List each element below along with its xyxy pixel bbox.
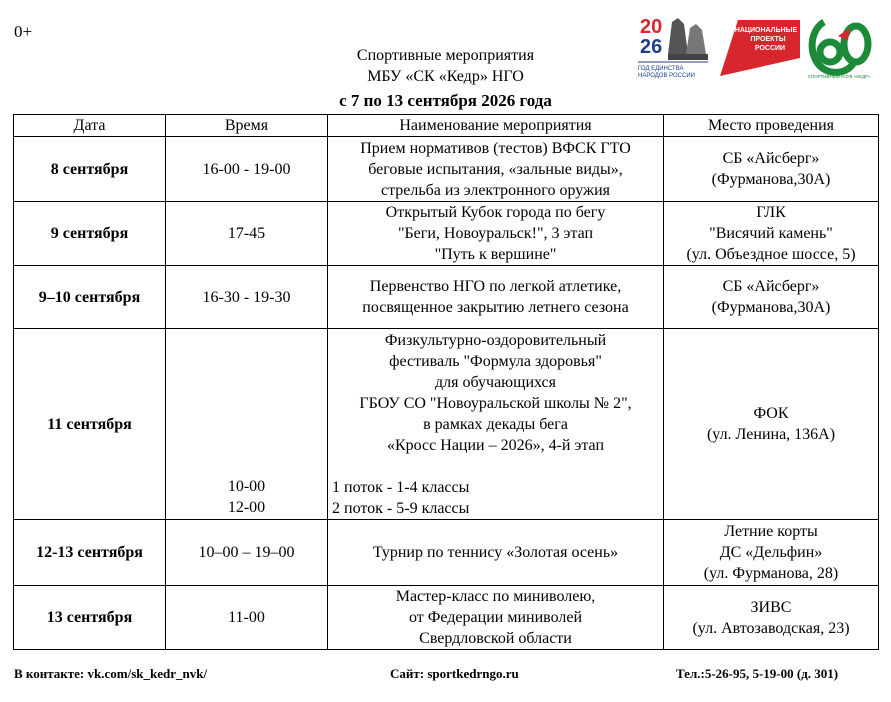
header-event: Наименование мероприятия [328,115,664,137]
footer-contact: В контакте: vk.com/sk_kedr_nvk/ [14,666,208,681]
table-row [14,329,879,520]
stream-time: 10-00 [227,478,266,495]
table-row [14,137,879,202]
event-time [166,329,328,520]
event-name: Физкультурно-оздоровительный фестиваль "Формула здоровья" для обучающихся ГБОУ СО "Новоуральской школы № 2", в рамках декады бега «Кросс Нации – 2026», 4-й этап 1 поток - 1-4 классы 2 поток - 5-9 классы [328,329,664,520]
event-date: 12-13 сентября [14,520,166,586]
event-name: Первенство НГО по легкой атлетике, посвященное закрытию летнего сезона [328,266,664,329]
event-place: ГЛК "Висячий камень" (ул. Объездное шоссе, 5) [664,202,879,266]
anniversary-60-logo [804,14,874,80]
table-row [14,520,879,586]
svg-text:НАРОДОВ РОССИИ: НАРОДОВ РОССИИ [638,73,695,79]
event-date: 9–10 сентября [14,266,166,329]
event-place: СБ «Айсберг» (Фурманова,30А) [664,137,879,202]
event-time: 17-45 [166,202,328,266]
stream-time: 12-00 [227,499,266,516]
title-line-2: МБУ «СК «Кедр» НГО [367,68,524,85]
header-time: Время [166,115,328,137]
event-place: ЗИВС (ул. Автозаводская, 23) [664,586,879,650]
event-name: Открытый Кубок города по бегу "Беги, Новоуральск!", 3 этап "Путь к вершине" [328,202,664,266]
svg-text:ГОД ЕДИНСТВА: ГОД ЕДИНСТВА [638,66,684,72]
event-place: Летние корты ДС «Дельфин» (ул. Фурманова, 28) [664,520,879,586]
event-name: Турнир по теннису «Золотая осень» [328,520,664,586]
event-name: Прием нормативов (тестов) ВФСК ГТО беговые испытания, «зальные виды», стрельба из электронного оружия [328,137,664,202]
stream-label: 1 поток - 1-4 классы [332,479,470,496]
date-range-title: с 7 по 13 сентября 2026 года [339,91,552,110]
national-projects-logo [720,20,800,76]
event-date: 8 сентября [14,137,166,202]
event-date: 11 сентября [14,329,166,520]
year-of-unity-logo [638,14,714,80]
logo-group [638,14,878,84]
svg-text:ПРОЕКТЫ: ПРОЕКТЫ [750,36,786,43]
logo-year-top: 20 [640,16,663,38]
event-place: ФОК (ул. Ленина, 136А) [664,329,879,520]
header-place: Место проведения [664,115,879,137]
logo-year-bottom: 26 [640,36,663,58]
stream-label: 2 поток - 5-9 классы [332,500,470,517]
anniversary-caption: СПОРТИВНЫЙ КЛУБ «КЕДР» [807,74,871,79]
event-place: СБ «Айсберг» (Фурманова,30А) [664,266,879,329]
svg-text:НАЦИОНАЛЬНЫЕ: НАЦИОНАЛЬНЫЕ [734,27,798,34]
schedule-table [13,114,879,650]
table-row [14,266,879,329]
event-time: 10–00 – 19–00 [166,520,328,586]
event-time: 11-00 [166,586,328,650]
footer-phone: Тел.:5-26-95, 5-19-00 (д. 301) [676,666,839,681]
table-header-row [14,115,879,137]
footer-site: Сайт: sportkedrngo.ru [390,666,519,681]
svg-text:РОССИИ: РОССИИ [754,45,786,52]
event-name: Мастер-класс по миниволею, от Федерации миниволей Свердловской области [328,586,664,650]
event-time: 16-30 - 19-30 [166,266,328,329]
age-rating: 0+ [14,22,33,41]
header-date: Дата [14,115,166,137]
event-date: 13 сентября [14,586,166,650]
table-row [14,586,879,650]
event-time: 16-00 - 19-00 [166,137,328,202]
table-row [14,202,879,266]
event-date: 9 сентября [14,202,166,266]
title-line-1: Спортивные мероприятия [356,47,535,64]
